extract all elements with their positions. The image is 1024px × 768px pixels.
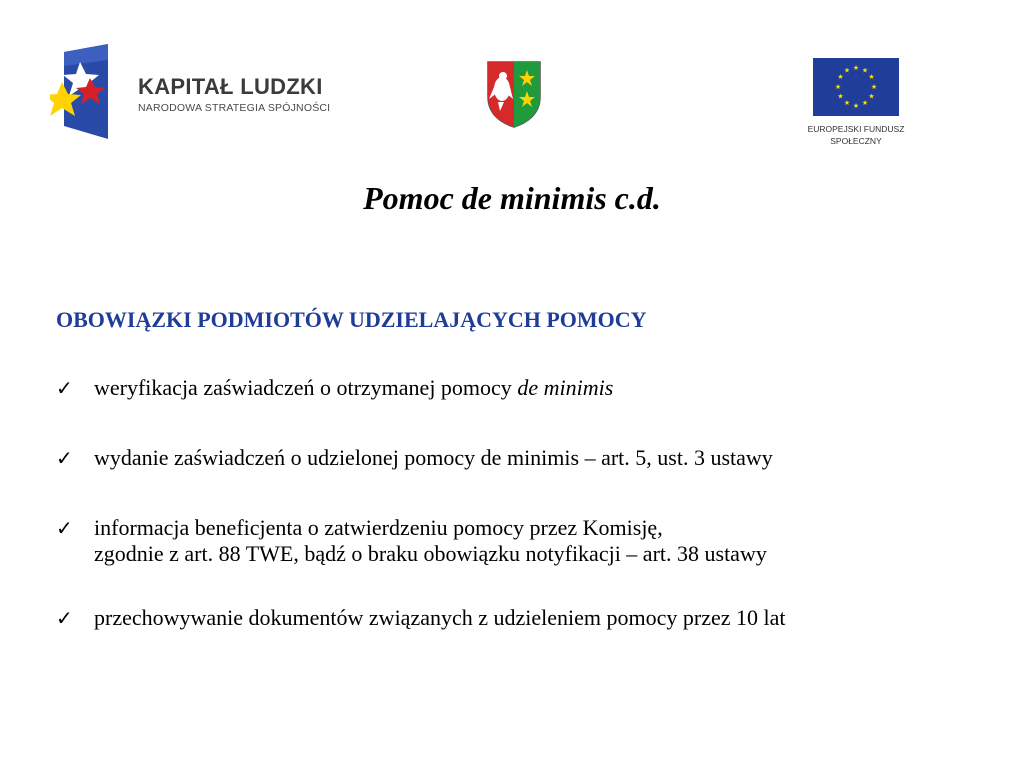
svg-text:★: ★ bbox=[868, 73, 875, 81]
svg-text:★: ★ bbox=[852, 102, 860, 110]
bullet-text bbox=[94, 375, 1006, 401]
kapital-ludzki-title: KAPITAŁ LUDZKI bbox=[138, 74, 323, 99]
eu-caption-line1: EUROPEJSKI FUNDUSZ bbox=[807, 124, 905, 134]
coat-of-arms-logo bbox=[485, 59, 543, 129]
bullet-list bbox=[56, 375, 1006, 675]
kapital-ludzki-logo bbox=[50, 44, 370, 139]
eu-social-fund-logo bbox=[796, 58, 916, 150]
bullet-text: wydanie zaświadczeń o udzielonej pomocy de minimis – art. 5, ust. 3 ustawy bbox=[94, 445, 773, 470]
bullet-item-verification bbox=[56, 375, 1006, 401]
checkmark-icon: ✓ bbox=[56, 516, 73, 540]
section-heading: OBOWIĄZKI PODMIOTÓW UDZIELAJĄCYCH POMOCY bbox=[56, 307, 647, 332]
bullet-text-line1: informacja beneficjenta o zatwierdzeniu pomocy przez Komisję, bbox=[94, 515, 663, 540]
svg-text:★: ★ bbox=[843, 66, 851, 75]
bullet-item-information bbox=[56, 515, 1006, 567]
svg-text:★: ★ bbox=[861, 66, 869, 75]
svg-text:★: ★ bbox=[834, 83, 842, 91]
bullet-text-emphasis: de minimis bbox=[517, 375, 614, 400]
kapital-ludzki-emblem-icon bbox=[50, 44, 112, 139]
checkmark-icon: ✓ bbox=[56, 446, 73, 470]
svg-text:★: ★ bbox=[861, 99, 869, 107]
kapital-ludzki-subtitle: NARODOWA STRATEGIA SPÓJNOŚCI bbox=[138, 102, 331, 114]
svg-text:★: ★ bbox=[868, 92, 875, 101]
slide-title: Pomoc de minimis c.d. bbox=[363, 180, 661, 216]
svg-text:★: ★ bbox=[852, 64, 860, 72]
bullet-text: przechowywanie dokumentów związanych z udzieleniem pomocy przez 10 lat bbox=[94, 605, 786, 630]
bullet-item-storage bbox=[56, 605, 1006, 631]
svg-text:★: ★ bbox=[837, 73, 844, 81]
eu-logo-caption bbox=[796, 123, 916, 147]
eu-caption-line2: SPOŁECZNY bbox=[830, 136, 882, 146]
svg-text:★: ★ bbox=[843, 99, 851, 107]
bullet-item-issuing bbox=[56, 445, 1006, 471]
coat-of-arms-icon bbox=[485, 59, 543, 129]
bullet-text-main: weryfikacja zaświadczeń o otrzymanej pomocy bbox=[94, 375, 518, 400]
eu-flag-icon bbox=[813, 58, 899, 116]
bullet-text-line2: zgodnie z art. 88 TWE, bądź o braku obowiązku notyfikacji – art. 38 ustawy bbox=[94, 541, 767, 566]
svg-text:★: ★ bbox=[837, 92, 844, 101]
svg-text:★: ★ bbox=[870, 83, 878, 91]
checkmark-icon: ✓ bbox=[56, 606, 73, 630]
checkmark-icon: ✓ bbox=[56, 376, 73, 400]
